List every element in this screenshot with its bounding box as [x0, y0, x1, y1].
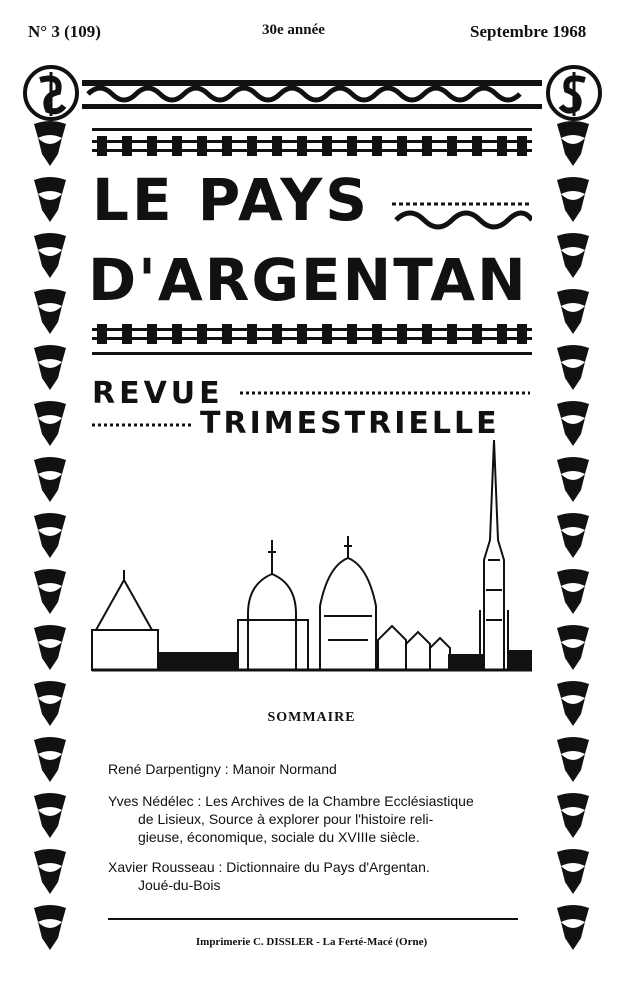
year-label: 30e année — [262, 22, 325, 38]
entry-2-line-2: de Lisieux, Source à explorer pour l'histoire reli- — [138, 811, 434, 827]
entry-1-line-1: René Darpentigny : Manoir Normand — [108, 761, 337, 777]
issue-date: Septembre 1968 — [470, 22, 587, 41]
entry-3-line-1: Xavier Rousseau : Dictionnaire du Pays d'Argentan. — [108, 859, 430, 875]
entry-2-line-1: Yves Nédélec : Les Archives de la Chambre Ecclésiastique — [108, 793, 474, 809]
title-wave-ornament — [392, 196, 532, 230]
entry-2-line-3: gieuse, économique, sociale du XVIIIe siècle. — [138, 829, 420, 845]
title-frieze-top — [92, 136, 532, 156]
argentan-skyline-illustration — [88, 440, 538, 676]
subtitle-dotted-ornament — [240, 388, 530, 398]
title-line-1: LE PAYS — [92, 166, 371, 234]
left-border-ornament — [28, 120, 72, 960]
monogram-right-icon — [545, 62, 603, 124]
title-rule-bottom — [92, 352, 532, 355]
footer-rule — [108, 918, 518, 920]
sommaire-entry-2 — [108, 792, 528, 846]
title-frieze-bottom — [92, 324, 532, 344]
right-border-ornament — [551, 120, 595, 960]
subtitle-dotted-ornament-2 — [92, 420, 192, 430]
sommaire-heading: SOMMAIRE — [267, 710, 356, 725]
issue-number: N° 3 (109) — [28, 22, 101, 41]
sommaire-entry-3 — [108, 858, 528, 894]
monogram-left-icon — [22, 62, 80, 124]
title-rule-top — [92, 128, 532, 131]
title-line-2: D'ARGENTAN — [88, 246, 528, 314]
top-ornament-band — [82, 70, 542, 118]
sommaire-entry-1 — [108, 760, 528, 778]
entry-3-line-2: Joué-du-Bois — [138, 877, 221, 893]
printer-credit: Imprimerie C. DISSLER - La Ferté-Macé (Orne) — [195, 936, 428, 948]
subtitle-line-2: TRIMESTRIELLE — [200, 406, 500, 441]
subtitle-line-1: REVUE — [92, 376, 224, 411]
